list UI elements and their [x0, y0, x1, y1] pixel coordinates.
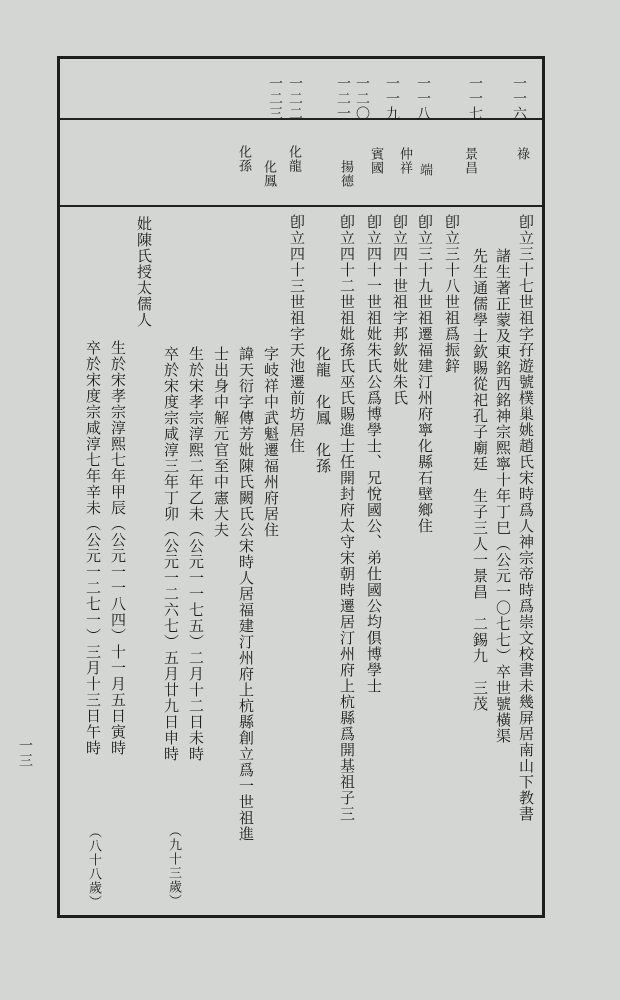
text-column: 卽立四十世祖字邦欽妣朱氏	[391, 214, 409, 406]
text-column: 卽立四十一世祖妣朱氏公爲博學士、兄悅國公、弟仕國公均俱博學士	[365, 214, 383, 694]
text-column: 妣陳氏授太儒人	[135, 216, 153, 328]
generation-number: 一二三	[267, 76, 283, 121]
text-column: 諸生著正蒙及東銘西銘神宗熙寧十年丁巳（公元一〇七七）卒世號橫渠	[494, 248, 512, 744]
text-column: 生於宋孝宗淳熙七年甲辰（公元一一八四）十一月五日寅時	[109, 340, 127, 756]
generation-number: 一二二	[287, 76, 303, 121]
ancestor-name: 端	[417, 163, 432, 177]
text-column: 字岐祥中武魁遷福州府居住	[262, 346, 280, 538]
generation-number: 一一七	[467, 76, 483, 121]
text-column: 化龍 化鳳 化孫	[314, 346, 332, 474]
age-note: （八十八歲）	[86, 825, 101, 909]
ancestor-name: 仲祥	[397, 147, 412, 175]
generation-number: 一一六	[511, 76, 527, 121]
text-column: 卽立三十八世祖爲振鋅	[443, 214, 461, 374]
ancestor-name: 化孫	[236, 145, 251, 173]
ancestor-name: 化鳳	[261, 160, 276, 188]
header-rule-bottom	[60, 205, 542, 207]
text-column: 諱天衍字傳芳妣陳氏闕氏公宋時人居福建汀州府上杭縣創立爲一世祖進	[237, 346, 255, 842]
page-number: 一三	[17, 738, 33, 768]
text-column: 卒於宋度宗咸淳三年丁卯（公元一二六七）五月廿九日申時	[162, 346, 180, 762]
text-column: 士出身中解元官至中憲大夫	[212, 346, 230, 538]
text-column: 卽立四十三世祖字天池遷前坊居住	[288, 214, 306, 454]
age-note: （九十三歲）	[166, 824, 181, 908]
text-column: 生於宋孝宗淳熙二年乙未（公元一一七五）二月十二日未時	[187, 346, 205, 762]
text-column: 卽立四十二世祖妣孫氏巫氏賜進士任開封府太守宋朝時遷居汀州府上杭縣爲開基祖子三	[338, 214, 356, 822]
ancestor-name: 化龍	[286, 145, 301, 173]
ancestor-name: 景昌	[462, 147, 477, 175]
ancestor-name: 賓國	[368, 147, 383, 175]
text-column: 卽立三十七世祖字孖遊號樸巢姚趙氏宋時爲人神宗帝時爲崇文校書未幾屏居南山下教書	[517, 214, 535, 822]
text-column: 先生通儒學士欽賜從祀孔子廟廷 生子三人一景昌 二錫九 三茂	[471, 248, 489, 712]
generation-number: 一一八	[415, 76, 431, 121]
ancestor-name: 揚德	[338, 160, 353, 188]
generation-number: 一二〇	[354, 76, 370, 121]
generation-number: 一一九	[384, 76, 400, 121]
text-column: 卽立三十九世祖遷福建汀州府寧化縣石壁鄉住	[416, 214, 434, 534]
generation-number: 一二一	[335, 76, 351, 121]
ancestor-name: 祿	[514, 147, 529, 161]
text-column: 卒於宋度宗咸淳七年辛未（公元一二七一）三月十三日午時	[84, 340, 102, 756]
